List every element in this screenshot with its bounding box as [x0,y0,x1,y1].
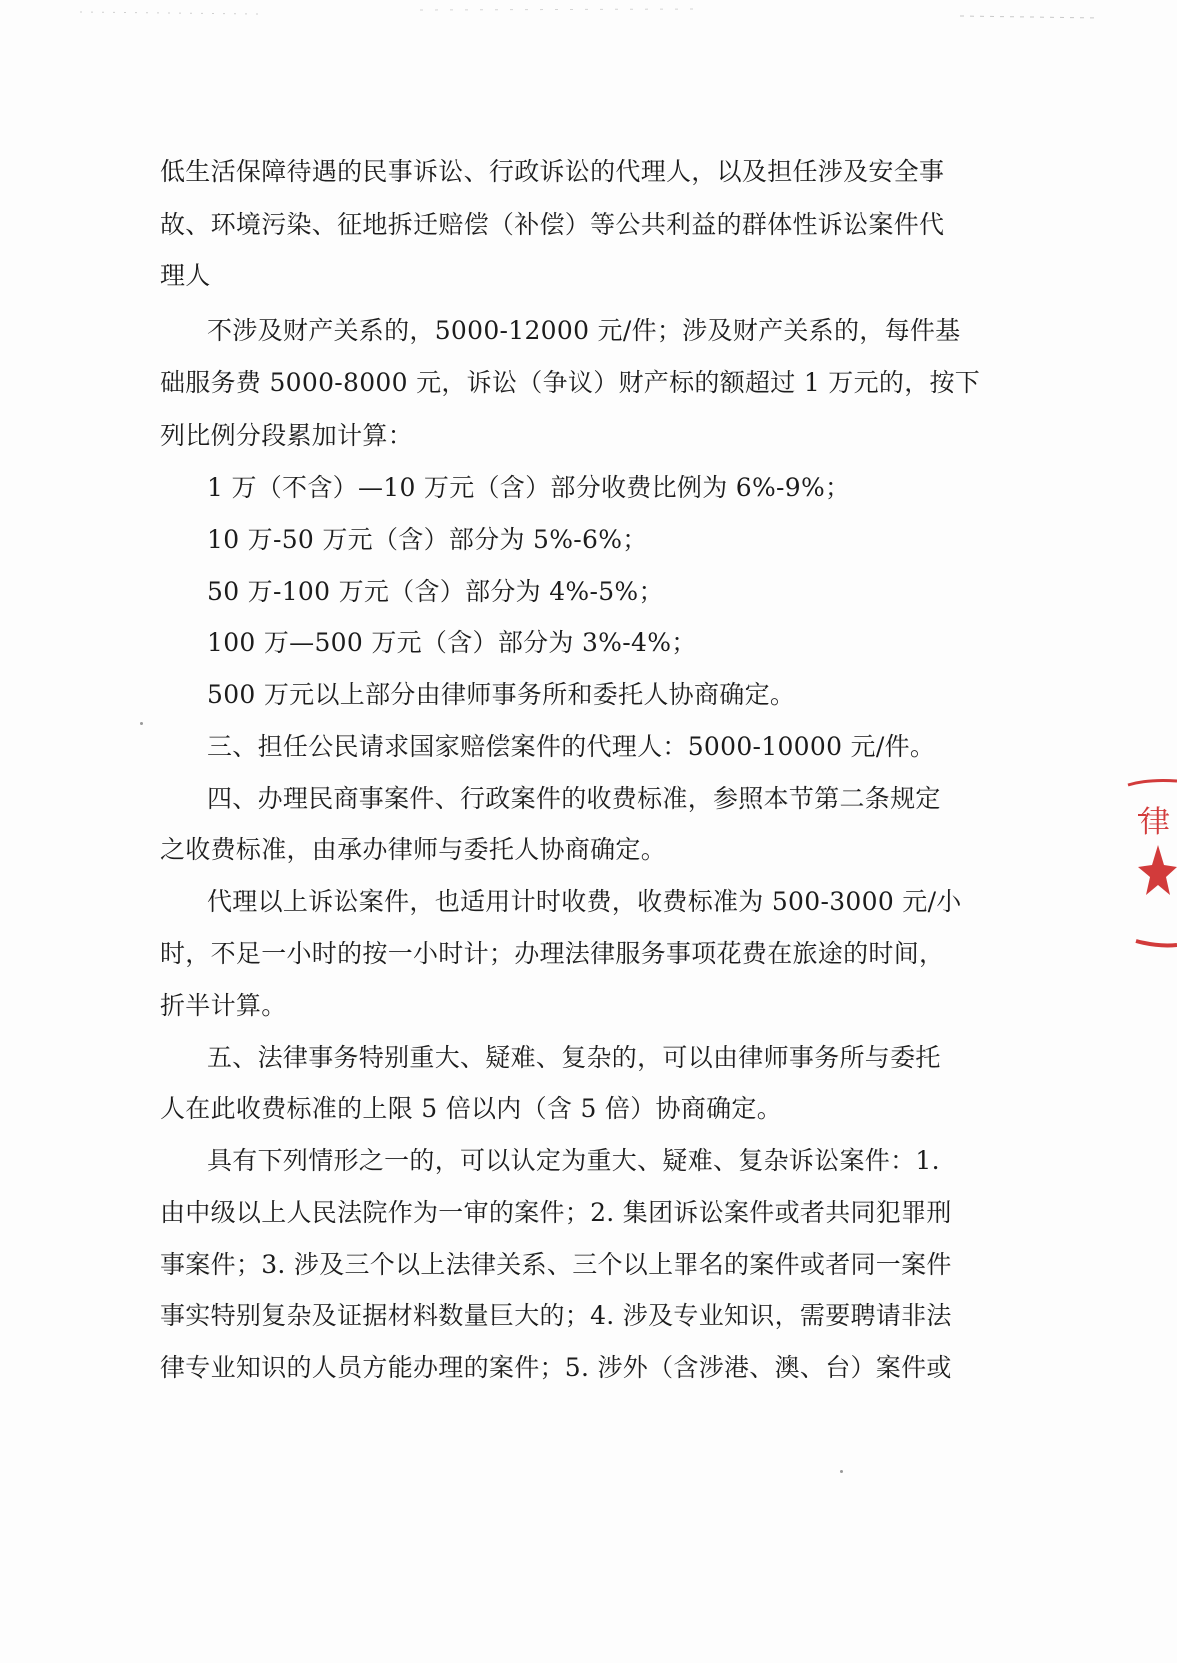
text-line: 之收费标准，由承办律师与委托人协商确定。 [160,835,667,864]
text-line: 列比例分段累加计算： [160,421,414,450]
text-line: 500 万元以上部分由律师事务所和委托人协商确定。 [207,680,796,709]
scan-speck [840,1470,843,1473]
text-line: 五、法律事务特别重大、疑难、复杂的，可以由律师事务所与委托 [207,1043,941,1072]
text-line: 理人 [160,261,211,290]
text-line: 事案件；3. 涉及三个以上法律关系、三个以上罪名的案件或者同一案件 [160,1250,952,1279]
text-line: 10 万-50 万元（含）部分为 5%-6%； [207,525,648,554]
text-line: 由中级以上人民法院作为一审的案件；2. 集团诉讼案件或者共同犯罪刑 [160,1198,952,1227]
law-firm-seal [1118,775,1177,1015]
text-line: 代理以上诉讼案件，也适用计时收费，收费标准为 500-3000 元/小 [207,887,962,916]
scan-speck [140,722,143,725]
text-line: 低生活保障待遇的民事诉讼、行政诉讼的代理人，以及担任涉及安全事 [160,157,945,186]
text-line: 时，不足一小时的按一小时计；办理法律服务事项花费在旅途的时间， [160,939,945,968]
text-line: 100 万—500 万元（含）部分为 3%-4%； [207,628,697,657]
text-line: 律专业知识的人员方能办理的案件；5. 涉外（含涉港、澳、台）案件或 [160,1353,952,1382]
text-line: 四、办理民商事案件、行政案件的收费标准，参照本节第二条规定 [207,784,941,813]
text-line: 不涉及财产关系的，5000-12000 元/件；涉及财产关系的，每件基 [207,316,961,345]
text-line: 事实特别复杂及证据材料数量巨大的；4. 涉及专业知识，需要聘请非法 [160,1301,952,1330]
text-line: 人在此收费标准的上限 5 倍以内（含 5 倍）协商确定。 [160,1094,783,1123]
text-line: 础服务费 5000-8000 元，诉讼（争议）财产标的额超过 1 万元的，按下 [160,368,981,397]
text-line: 折半计算。 [160,991,287,1020]
text-line: 1 万（不含）—10 万元（含）部分收费比例为 6%-9%； [207,473,851,502]
text-line: 50 万-100 万元（含）部分为 4%-5%； [207,577,664,606]
seal-text: 律 [1140,805,1170,840]
scan-edge-noise [0,0,1177,40]
text-line: 三、担任公民请求国家赔偿案件的代理人：5000-10000 元/件。 [207,732,936,761]
text-line: 故、环境污染、征地拆迁赔偿（补偿）等公共利益的群体性诉讼案件代 [160,210,945,239]
text-line: 具有下列情形之一的，可以认定为重大、疑难、复杂诉讼案件：1. [207,1146,940,1175]
